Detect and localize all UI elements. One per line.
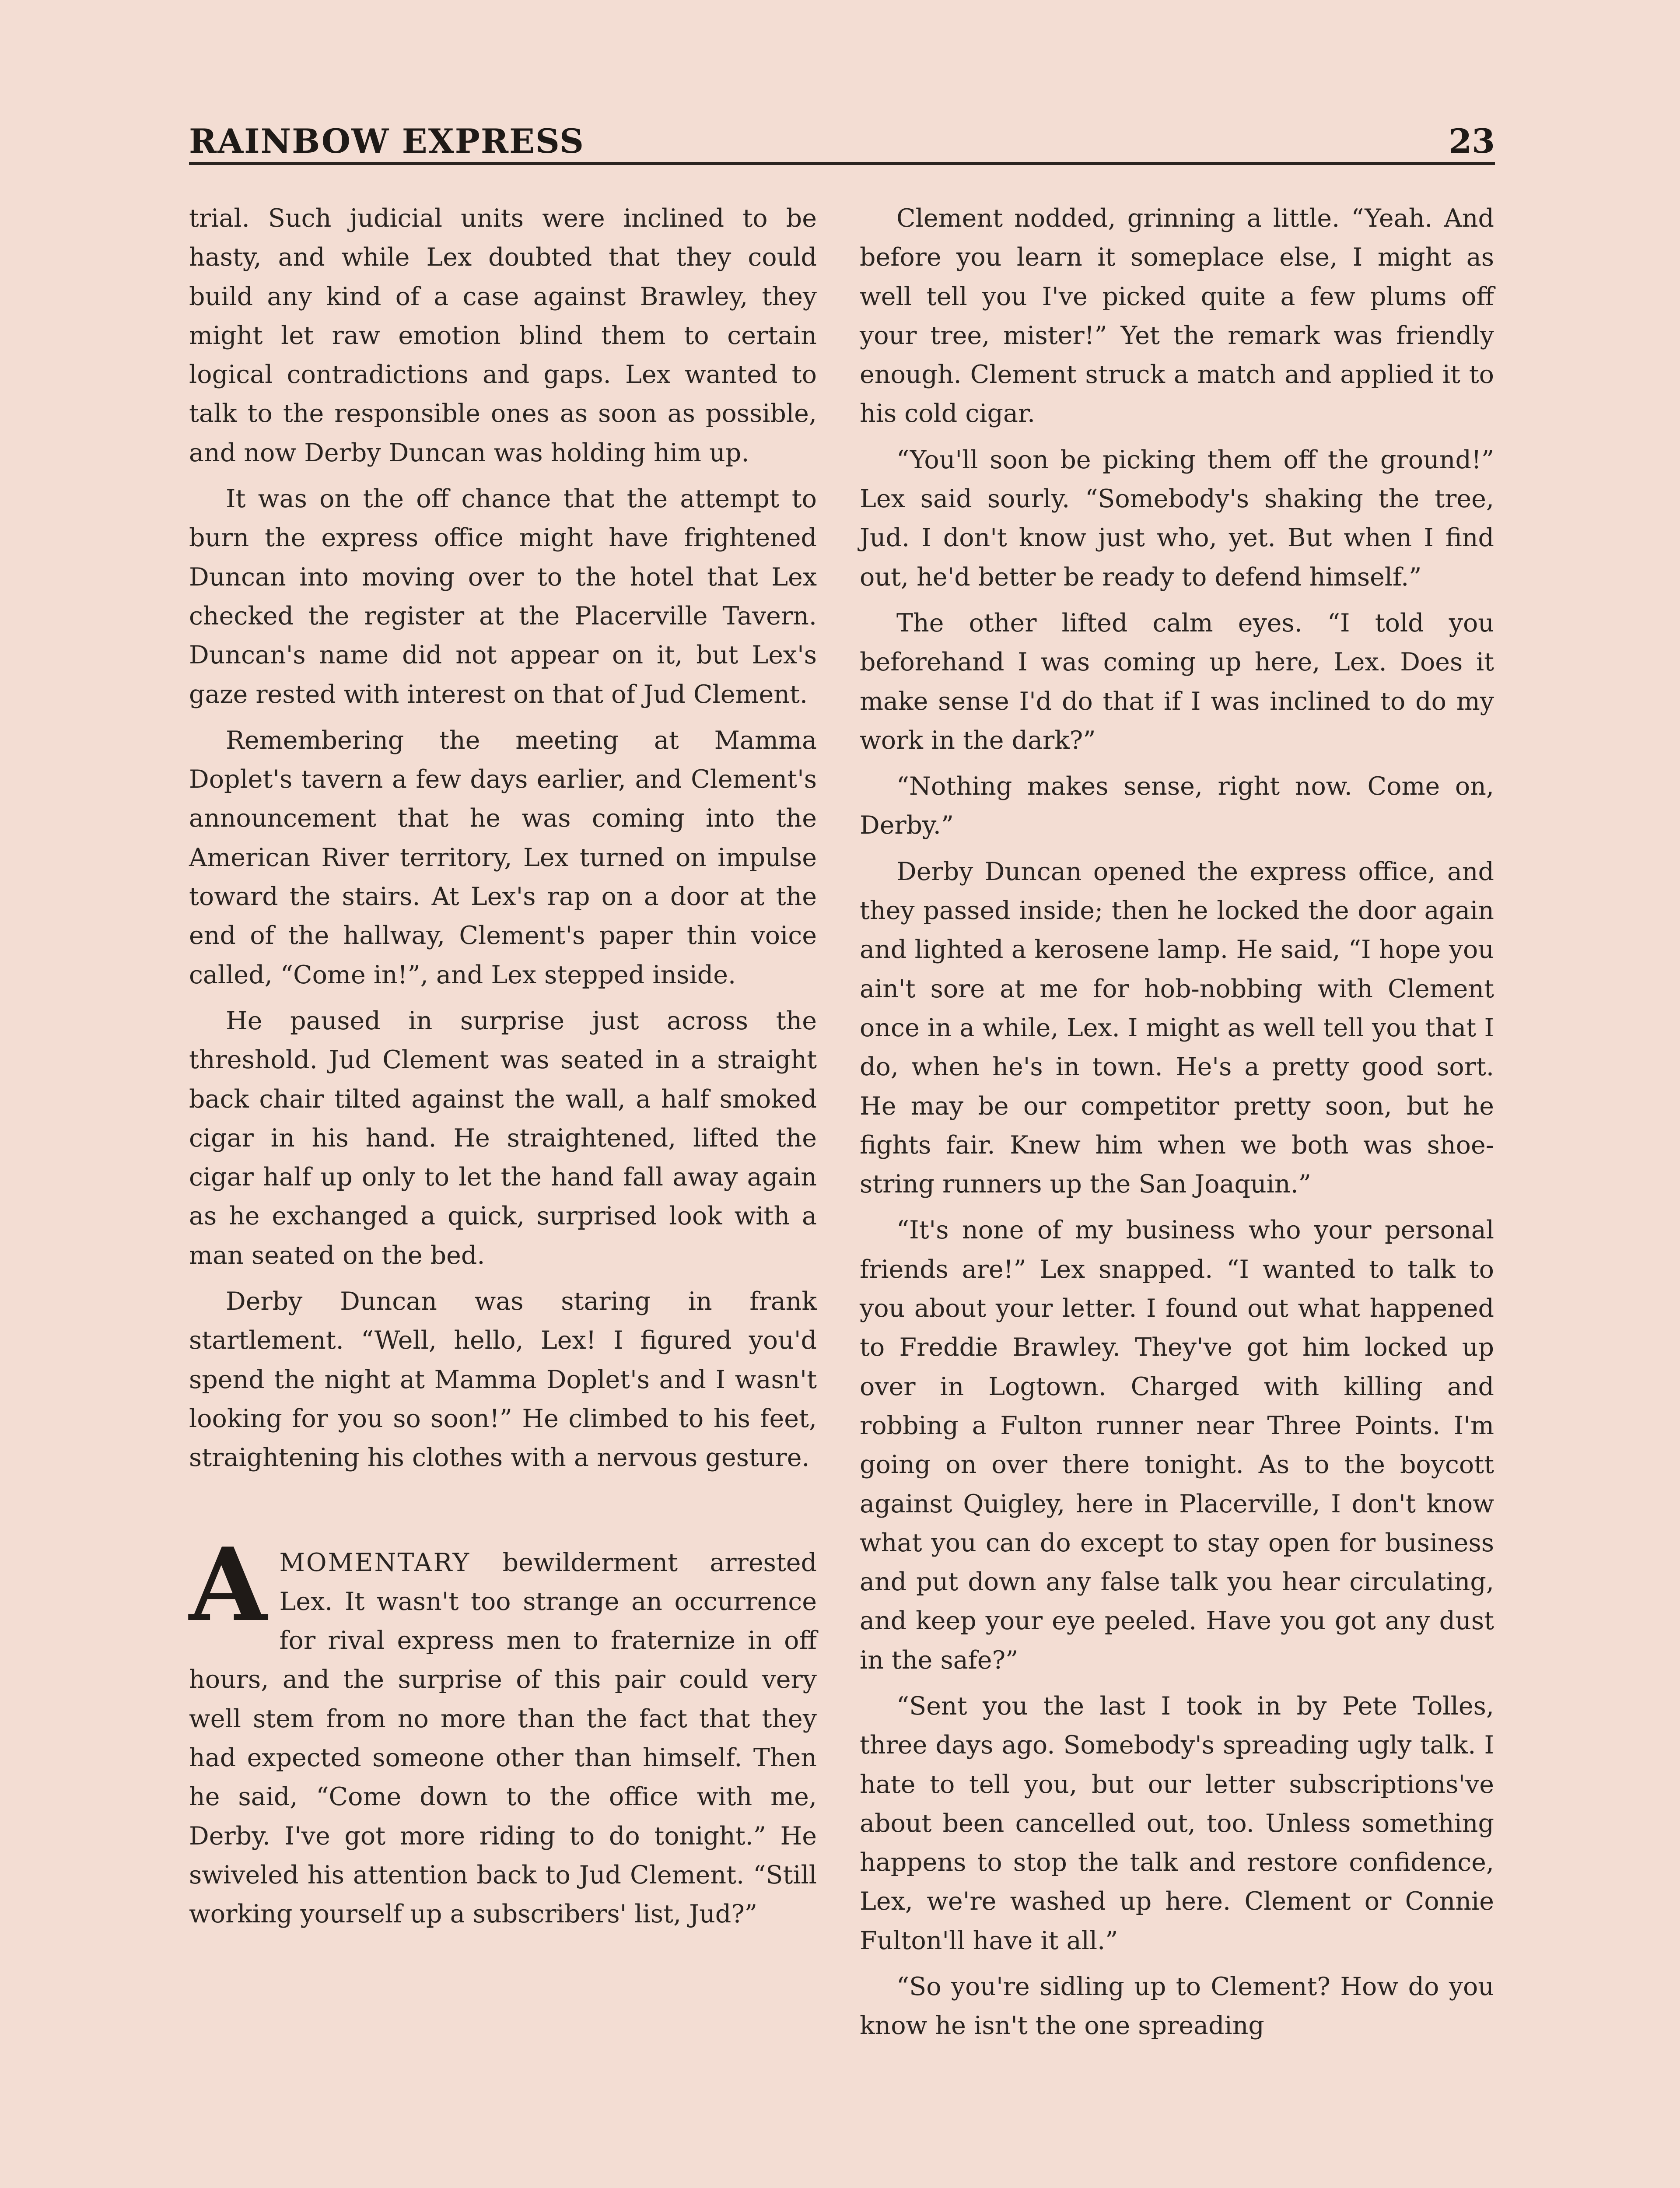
paragraph: trial. Such judicial units were inclined to be hasty, and while Lex doubted that they could build any kind of a case against Brawley, they might let raw emotion blind them to certain logical contradictions and gaps. Lex wanted to talk to the responsible ones as soon as possible, and now Derby Duncan was holding him up. — [189, 204, 817, 467]
paragraph: It was on the off chance that the attempt to burn the express office might have frightened Duncan into moving over to the hotel that Lex checked the register at the Placerville Tavern. Duncan's name did not appear on it, but Lex's gaze rested with interest on that of Jud Clement. — [189, 484, 817, 709]
paragraph: Clement nodded, grinning a little. “Yeah. And before you learn it someplace else, I might as well tell you I've picked quite a few plums off your tree, mister!” Yet the remark was friendly enough. Clement struck a match and applied it to his cold cigar. — [860, 204, 1494, 428]
lead-in-word: MOMENTARY — [279, 1548, 471, 1577]
paragraph: “So you're sidling up to Clement? How do you know he isn't the one spreading — [860, 1972, 1494, 2041]
paragraph: The other lifted calm eyes. “I told you beforehand I was coming up here, Lex. Does it make sense I'd do that if I was inclined to do my work in the dark?” — [860, 608, 1494, 755]
paragraph: He paused in surprise just across the threshold. Jud Clement was seated in a straight back chair tilted against the wall, a half smoked cigar in his hand. He straightened, lifted the cigar half up only to let the hand fall away again as he exchanged a quick, surprised look with a man seated on the bed. — [189, 1006, 817, 1270]
paragraph: “Sent you the last I took in by Pete Tolles, three days ago. Somebody's spreading ugly talk. I hate to tell you, but our letter subscriptions've about been cancelled out, too. Unless something happens to stop the talk and restore confidence, Lex, we're washed up here. Clement or Connie Fulton'll have it all.” — [860, 1691, 1494, 1955]
drop-cap: A — [189, 1525, 267, 1644]
paragraph: Derby Duncan was staring in frank startlement. “Well, hello, Lex! I figured you'd spend the night at Mamma Doplet's and I wasn't looking for you so soon!” He climbed to his feet, straightening his clothes with a nervous gesture. — [189, 1287, 817, 1473]
paragraph: “Nothing makes sense, right now. Come on, Derby.” — [860, 772, 1494, 840]
page-header — [189, 118, 1495, 166]
paragraph: Remembering the meeting at Mamma Doplet's tavern a few days earlier, and Clement's announcement that he was coming into the American River territory, Lex turned on impulse toward the stairs. At Lex's rap on a door at the end of the hallway, Clement's paper thin voice called, “Come in!”, and Lex stepped inside. — [189, 726, 817, 989]
section-opening-paragraph — [189, 1525, 817, 1934]
page-number: 23 — [1449, 122, 1495, 161]
running-title: RAINBOW EXPRESS — [189, 122, 585, 161]
left-column — [189, 199, 817, 1934]
paragraph-text: bewilderment arrested Lex. It wasn't too strange an occurrence for rival express men to fraternize in off hours, and the surprise of this pair could very well stem from no more than the fact that they had expected someone other than himself. Then he said, “Come down to the office with me, Derby. I've got more riding to do tonight.” He swiveled his attention back to Jud Clement. “Still working yourself up a subscribers' list, Jud?” — [189, 1548, 817, 1929]
right-column — [860, 199, 1494, 2046]
header-rule — [189, 162, 1495, 165]
paragraph: Derby Duncan opened the express office, and they passed inside; then he locked the door again and lighted a kerosene lamp. He said, “I hope you ain't sore at me for hob-nobbing with Clement once in a while, Lex. I might as well tell you that I do, when he's in town. He's a pretty good sort. He may be our competitor pretty soon, but he fights fair. Knew him when we both was shoe-string runners up the San Joaquin.” — [860, 857, 1494, 1199]
paragraph: “It's none of my business who your personal friends are!” Lex snapped. “I wanted to talk to you about your letter. I found out what happened to Freddie Brawley. They've got him locked up over in Logtown. Charged with killing and robbing a Fulton runner near Three Points. I'm going on over there tonight. As to the boycott against Quigley, here in Placerville, I don't know what you can do except to stay open for business and put down any false talk you hear circulating, and keep your eye peeled. Have you got any dust in the safe?” — [860, 1216, 1494, 1675]
paragraph: “You'll soon be picking them off the ground!” Lex said sourly. “Somebody's shaking the tree, Jud. I don't know just who, yet. But when I find out, he'd better be ready to defend himself.” — [860, 445, 1494, 592]
